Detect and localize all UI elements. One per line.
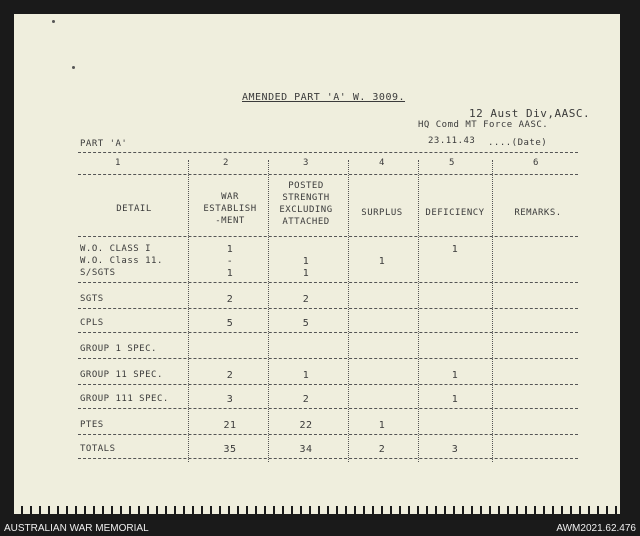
column-divider [418,160,419,462]
punch-hole [72,66,75,69]
row-rule [78,458,578,459]
header-posted-3: EXCLUDING [279,205,333,215]
column-divider [348,160,349,462]
header-surplus: SURPLUS [361,208,403,218]
cell-detail: GROUP 1 SPEC. [80,344,157,354]
document-page [14,14,620,508]
cell-posted: 2 [302,294,310,305]
date-label: ....(Date) [488,138,548,148]
cell-detail: GROUP 111 SPEC. [80,394,169,404]
header-detail: DETAIL [116,204,152,214]
row-rule [78,332,578,333]
cell-posted: 34 [299,444,313,455]
header-posted-1: POSTED [288,181,324,191]
cell-surplus: 2 [378,444,386,455]
row-rule [78,434,578,435]
cell-deficiency: 1 [451,370,459,381]
footer-right: AWM2021.62.476 [556,523,636,534]
row-rule [78,408,578,409]
cell-detail: S/SGTS [80,268,116,278]
part-label: PART 'A' [80,139,128,149]
row-rule [78,384,578,385]
document-title: AMENDED PART 'A' W. 3009. [242,92,406,103]
header-war-3: -MENT [215,216,245,226]
header-posted-4: ATTACHED [282,217,330,227]
cell-posted: 2 [302,394,310,405]
header-remarks: REMARKS. [514,208,562,218]
date-value: 23.11.43 [428,136,476,146]
cell-deficiency: 3 [451,444,459,455]
cell-posted: 1 [302,370,310,381]
rule [78,236,578,237]
cell-posted: 1 [302,256,310,267]
cell-deficiency: 1 [451,244,459,255]
footer-left: AUSTRALIAN WAR MEMORIAL [4,523,149,534]
col-number-4: 4 [379,158,385,168]
cell-war: 35 [223,444,237,455]
rule [78,174,578,175]
cell-detail: SGTS [80,294,104,304]
column-divider [492,160,493,462]
cell-posted: 1 [302,268,310,279]
cell-war: 3 [226,394,234,405]
cell-posted: 5 [302,318,310,329]
header-deficiency: DEFICIENCY [425,208,485,218]
header-posted-2: STRENGTH [282,193,330,203]
row-rule [78,358,578,359]
col-number-3: 3 [303,158,309,168]
header-war-2: ESTABLISH [203,204,257,214]
cell-war: 21 [223,420,237,431]
cell-detail: W.O. CLASS I [80,244,152,254]
cell-detail: PTES [80,420,104,430]
cell-posted: 22 [299,420,313,431]
row-rule [78,282,578,283]
cell-detail: GROUP 11 SPEC. [80,370,163,380]
rule [78,152,578,153]
col-number-2: 2 [223,158,229,168]
col-number-1: 1 [115,158,121,168]
unit-name: 12 Aust Div,AASC. [469,107,591,120]
punch-hole [52,20,55,23]
cell-surplus: 1 [378,420,386,431]
cell-detail: CPLS [80,318,104,328]
column-divider [268,160,269,462]
cell-war: 1 [226,268,234,279]
header-war-1: WAR [221,192,239,202]
col-number-5: 5 [449,158,455,168]
cell-war: 2 [226,370,234,381]
cell-war: - [226,256,234,267]
column-divider [188,160,189,462]
cell-war: 5 [226,318,234,329]
cell-detail: TOTALS [80,444,116,454]
cell-detail: W.O. Class 11. [80,256,163,266]
formation-line: HQ Comd MT Force AASC. [418,120,549,130]
cell-war: 1 [226,244,234,255]
row-rule [78,308,578,309]
col-number-6: 6 [533,158,539,168]
cell-surplus: 1 [378,256,386,267]
cell-deficiency: 1 [451,394,459,405]
cell-war: 2 [226,294,234,305]
